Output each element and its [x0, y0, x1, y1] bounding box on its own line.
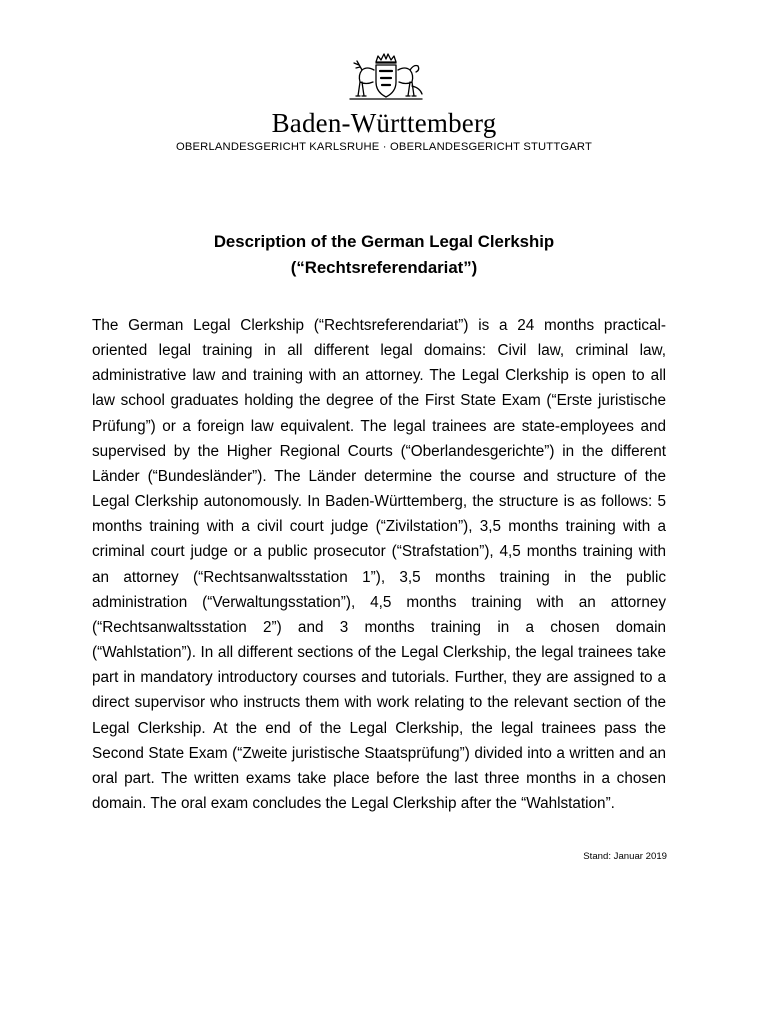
coat-of-arms-icon: [340, 52, 432, 106]
document-title: [0, 229, 768, 281]
courts-line: OBERLANDESGERICHT KARLSRUHE · OBERLANDESGERICHT STUTTGART: [175, 141, 593, 153]
title-line-1: Description of the German Legal Clerkship: [213, 232, 555, 251]
body-paragraph: The German Legal Clerkship (“Rechtsreferendariat”) is a 24 months practical-oriented legal training in all different legal domains: Civil law, criminal law, administrative law and training with an attorney. The Legal Clerkship is open to all law school graduates holding the degree of the First State Exam (“Erste juristische Prüfung”) or a foreign law equivalent. The legal trainees are state-employees and supervised by the Higher Regional Courts (“Oberlandesgerichte”) in the different Länder (“Bundesländer”). The Länder determine the course and structure of the Legal Clerkship autonomously. In Baden-Württemberg, the structure is as follows: 5 months training with a civil court judge (“Zivilstation”), 3,5 months training with a criminal court judge or a public prosecutor (“Strafstation”), 4,5 months training with an attorney (“Rechtsanwaltsstation 1”), 3,5 months training in the public administration (“Verwaltungsstation”), 4,5 months training with an attorney (“Rechtsanwaltsstation 2”) and 3 months training in a chosen domain (“Wahlstation”). In all different sections of the Legal Clerkship, the legal trainees take part in mandatory introductory courses and tutorials. Further, they are assigned to a direct supervisor who instructs them with work relating to the relevant section of the Legal Clerkship. At the end of the Legal Clerkship, the legal trainees pass the Second State Exam (“Zweite juristische Staatsprüfung”) divided into a written and an oral part. The written exams take place before the last three months in a chosen domain. The oral exam concludes the Legal Clerkship after the “Wahlstation”.: [92, 317, 666, 812]
state-name-wordmark: Baden-Württemberg: [271, 108, 497, 138]
date-stamp: Stand: Januar 2019: [583, 851, 667, 862]
title-line-2: (“Rechtsreferendariat”): [290, 258, 478, 277]
